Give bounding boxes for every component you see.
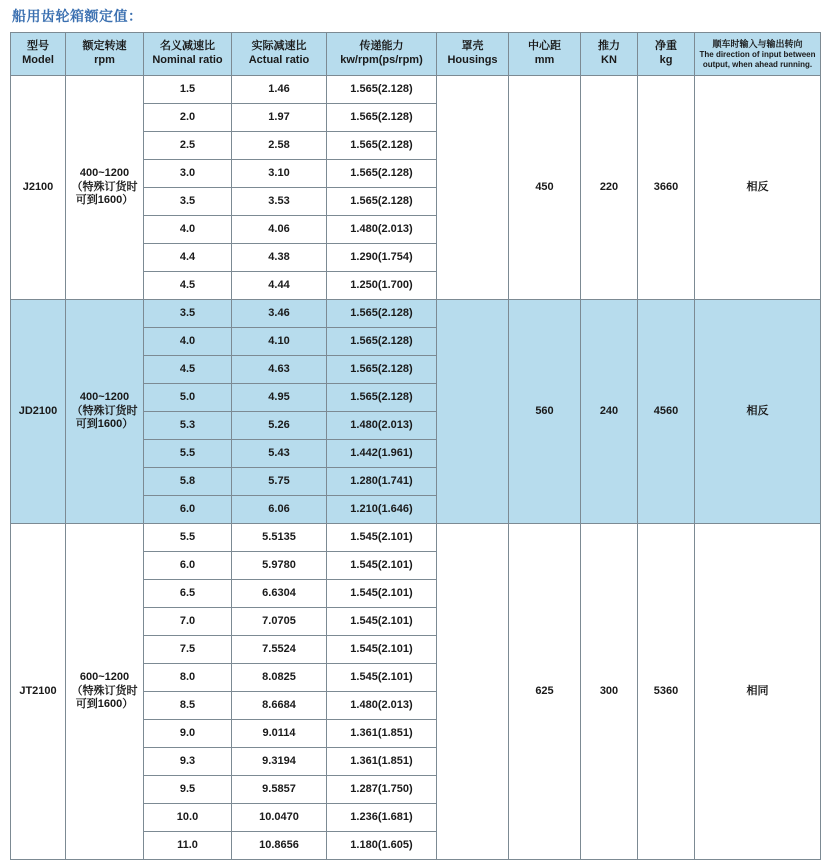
cell-capacity: 1.565(2.128) [327,188,437,216]
cell-actual-ratio: 4.10 [232,328,327,356]
header-actual-ratio-cn: 实际减速比 [251,40,307,53]
header-center-distance-en: mm [534,54,555,66]
header-capacity-cn: 传递能力 [359,40,404,53]
header-direction-cn: 顺车时输入与输出转向 [712,38,803,49]
cell-center-distance: 560 [509,300,581,524]
cell-nominal-ratio: 4.5 [144,272,232,300]
cell-weight: 3660 [638,76,695,300]
cell-actual-ratio: 5.75 [232,468,327,496]
cell-actual-ratio: 8.6684 [232,692,327,720]
header-thrust-en: KN [601,54,617,66]
cell-capacity: 1.565(2.128) [327,300,437,328]
cell-capacity: 1.361(1.851) [327,720,437,748]
cell-center-distance: 450 [509,76,581,300]
cell-actual-ratio: 10.0470 [232,804,327,832]
cell-nominal-ratio: 6.0 [144,552,232,580]
header-actual-ratio [232,33,327,76]
cell-capacity: 1.236(1.681) [327,804,437,832]
header-center-distance-cn: 中心距 [528,40,561,53]
cell-capacity: 1.250(1.700) [327,272,437,300]
header-direction [695,33,821,76]
cell-nominal-ratio: 4.4 [144,244,232,272]
header-model-cn: 型号 [27,40,49,53]
table-header-row [11,33,821,76]
cell-model: JD2100 [11,300,66,524]
cell-nominal-ratio: 9.5 [144,776,232,804]
cell-actual-ratio: 5.5135 [232,524,327,552]
header-weight-cn: 净重 [655,40,677,53]
header-capacity [327,33,437,76]
cell-nominal-ratio: 2.5 [144,132,232,160]
cell-actual-ratio: 4.38 [232,244,327,272]
cell-actual-ratio: 6.06 [232,496,327,524]
cell-model: J2100 [11,76,66,300]
cell-capacity: 1.545(2.101) [327,664,437,692]
cell-capacity: 1.565(2.128) [327,76,437,104]
cell-thrust: 220 [581,76,638,300]
cell-capacity: 1.565(2.128) [327,384,437,412]
table-row [11,300,821,328]
cell-nominal-ratio: 2.0 [144,104,232,132]
cell-nominal-ratio: 4.0 [144,328,232,356]
header-center-distance [509,33,581,76]
cell-capacity: 1.280(1.741) [327,468,437,496]
cell-nominal-ratio: 3.5 [144,300,232,328]
cell-nominal-ratio: 11.0 [144,832,232,860]
cell-rpm: 600~1200 （特殊订货时 可到1600） [66,524,144,860]
cell-actual-ratio: 5.9780 [232,552,327,580]
cell-actual-ratio: 9.0114 [232,720,327,748]
cell-housings [437,76,509,300]
cell-weight: 5360 [638,524,695,860]
cell-nominal-ratio: 6.0 [144,496,232,524]
cell-capacity: 1.480(2.013) [327,692,437,720]
cell-capacity: 1.545(2.101) [327,524,437,552]
cell-housings [437,300,509,524]
cell-actual-ratio: 2.58 [232,132,327,160]
header-housings-en: Housings [447,54,498,66]
header-housings-cn: 罩壳 [461,40,484,53]
cell-capacity: 1.545(2.101) [327,608,437,636]
cell-direction: 相反 [695,300,821,524]
cell-nominal-ratio: 5.8 [144,468,232,496]
cell-nominal-ratio: 3.0 [144,160,232,188]
cell-nominal-ratio: 7.5 [144,636,232,664]
cell-capacity: 1.442(1.961) [327,440,437,468]
header-weight [638,33,695,76]
cell-actual-ratio: 3.10 [232,160,327,188]
header-nominal-ratio [144,33,232,76]
cell-actual-ratio: 4.95 [232,384,327,412]
cell-actual-ratio: 5.26 [232,412,327,440]
table-body [11,76,821,860]
cell-nominal-ratio: 5.5 [144,524,232,552]
cell-actual-ratio: 4.06 [232,216,327,244]
table-header [11,33,821,76]
cell-capacity: 1.565(2.128) [327,132,437,160]
cell-actual-ratio: 7.5524 [232,636,327,664]
marine-gearbox-rating-table [10,32,821,860]
cell-rpm: 400~1200 （特殊订货时 可到1600） [66,76,144,300]
cell-nominal-ratio: 10.0 [144,804,232,832]
cell-actual-ratio: 6.6304 [232,580,327,608]
cell-actual-ratio: 1.97 [232,104,327,132]
cell-capacity: 1.480(2.013) [327,216,437,244]
cell-model: JT2100 [11,524,66,860]
cell-nominal-ratio: 5.5 [144,440,232,468]
cell-capacity: 1.565(2.128) [327,356,437,384]
header-model [11,33,66,76]
cell-thrust: 300 [581,524,638,860]
cell-capacity: 1.565(2.128) [327,328,437,356]
header-actual-ratio-en: Actual ratio [248,54,310,66]
cell-nominal-ratio: 3.5 [144,188,232,216]
cell-actual-ratio: 4.44 [232,272,327,300]
table-row [11,524,821,552]
header-direction-en: The direction of input between output, when ahead running. [699,50,816,69]
cell-nominal-ratio: 5.3 [144,412,232,440]
cell-capacity: 1.287(1.750) [327,776,437,804]
cell-nominal-ratio: 1.5 [144,76,232,104]
cell-capacity: 1.290(1.754) [327,244,437,272]
cell-direction: 相反 [695,76,821,300]
cell-actual-ratio: 1.46 [232,76,327,104]
header-weight-en: kg [659,54,673,66]
page-title: 船用齿轮箱额定值： [12,8,143,24]
cell-nominal-ratio: 5.0 [144,384,232,412]
cell-actual-ratio: 7.0705 [232,608,327,636]
cell-capacity: 1.565(2.128) [327,160,437,188]
cell-rpm: 400~1200 （特殊订货时 可到1600） [66,300,144,524]
cell-capacity: 1.545(2.101) [327,580,437,608]
header-thrust [581,33,638,76]
cell-nominal-ratio: 8.5 [144,692,232,720]
cell-nominal-ratio: 6.5 [144,580,232,608]
cell-actual-ratio: 9.5857 [232,776,327,804]
cell-capacity: 1.361(1.851) [327,748,437,776]
cell-actual-ratio: 3.53 [232,188,327,216]
cell-capacity: 1.565(2.128) [327,104,437,132]
cell-actual-ratio: 9.3194 [232,748,327,776]
cell-center-distance: 625 [509,524,581,860]
cell-nominal-ratio: 7.0 [144,608,232,636]
cell-nominal-ratio: 9.0 [144,720,232,748]
cell-actual-ratio: 5.43 [232,440,327,468]
cell-weight: 4560 [638,300,695,524]
header-rpm-cn: 额定转速 [82,40,127,53]
table-row [11,76,821,104]
header-housings [437,33,509,76]
cell-capacity: 1.545(2.101) [327,552,437,580]
cell-actual-ratio: 10.8656 [232,832,327,860]
header-nominal-ratio-cn: 名义减速比 [160,40,215,53]
cell-capacity: 1.545(2.101) [327,636,437,664]
cell-capacity: 1.480(2.013) [327,412,437,440]
header-thrust-cn: 推力 [598,40,620,53]
cell-actual-ratio: 3.46 [232,300,327,328]
cell-nominal-ratio: 4.5 [144,356,232,384]
header-capacity-en: kw/rpm(ps/rpm) [340,54,423,66]
cell-housings [437,524,509,860]
cell-nominal-ratio: 8.0 [144,664,232,692]
header-rpm-en: rpm [94,54,115,66]
cell-capacity: 1.180(1.605) [327,832,437,860]
header-model-en: Model [22,54,54,66]
cell-nominal-ratio: 9.3 [144,748,232,776]
cell-direction: 相同 [695,524,821,860]
cell-nominal-ratio: 4.0 [144,216,232,244]
cell-actual-ratio: 8.0825 [232,664,327,692]
cell-thrust: 240 [581,300,638,524]
cell-actual-ratio: 4.63 [232,356,327,384]
header-nominal-ratio-en: Nominal ratio [152,54,223,66]
cell-capacity: 1.210(1.646) [327,496,437,524]
header-rpm [66,33,144,76]
